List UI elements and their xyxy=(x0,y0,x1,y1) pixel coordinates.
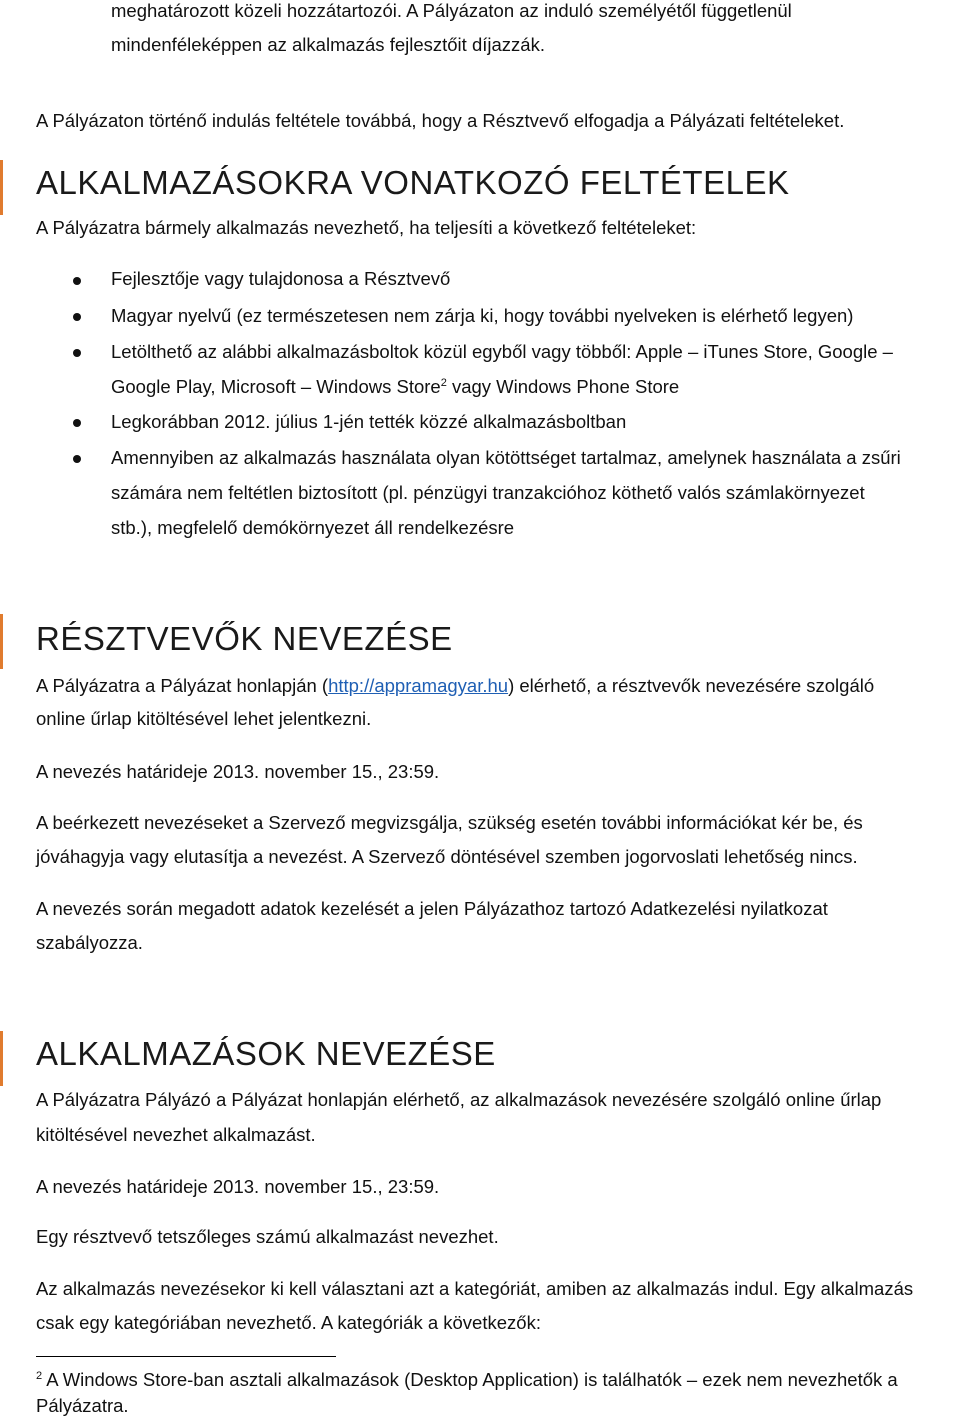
list-item-continuation: számára nem feltétlen biztosított (pl. pénzügyi tranzakcióhoz köthető valós számlakörnyezet xyxy=(111,482,865,503)
section2-paragraph-3: A beérkezett nevezéseket a Szervező megvizsgálja, szükség esetén további információkat kér be, és xyxy=(36,812,863,833)
bullet-icon xyxy=(73,277,81,285)
footnote-line2: Pályázatra. xyxy=(36,1395,129,1416)
list-item: Magyar nyelvű (ez természetesen nem zárja ki, hogy további nyelveken is elérhető legyen) xyxy=(111,305,854,326)
section3-paragraph-4: Az alkalmazás nevezésekor ki kell választani azt a kategóriát, amiben az alkalmazás indul. Egy alkalmazás xyxy=(36,1278,914,1299)
section2-paragraph-4-line2: szabályozza. xyxy=(36,932,143,953)
list-item-text: Google Play, Microsoft – Windows Store xyxy=(111,376,441,397)
list-item: Fejlesztője vagy tulajdonosa a Résztvevő xyxy=(111,268,451,289)
list-item: Legkorábban 2012. július 1-jén tették közzé alkalmazásboltban xyxy=(111,411,627,432)
section2-deadline: A nevezés határideje 2013. november 15., 23:59. xyxy=(36,761,440,782)
section-accent-bar xyxy=(0,614,3,669)
section1-lead: A Pályázatra bármely alkalmazás nevezhető, ha teljesíti a következő feltételeket: xyxy=(36,217,697,238)
section2-paragraph-4: A nevezés során megadott adatok kezelését a jelen Pályázathoz tartozó Adatkezelési nyilatkozat xyxy=(36,898,828,919)
website-link[interactable]: http://appramagyar.hu xyxy=(328,675,509,696)
bullet-icon xyxy=(73,455,81,463)
footnote-mark: 2 xyxy=(36,1369,43,1382)
intro-line-3: A Pályázaton történő indulás feltétele továbbá, hogy a Résztvevő elfogadja a Pályázati feltételeket. xyxy=(36,110,845,131)
list-item: Letölthető az alábbi alkalmazásboltok közül egyből vagy többől: Apple – iTunes Store, Google – xyxy=(111,341,893,362)
section-heading-resztvevok: RÉSZTVEVŐK NEVEZÉSE xyxy=(36,620,453,657)
section3-paragraph-1: A Pályázatra Pályázó a Pályázat honlapján elérhető, az alkalmazások nevezésére szolgáló online űrlap xyxy=(36,1089,882,1110)
section-accent-bar xyxy=(0,160,3,215)
bullet-icon xyxy=(73,313,81,321)
footnote-separator xyxy=(36,1356,336,1357)
list-item: Amennyiben az alkalmazás használata olyan kötöttséget tartalmaz, amelynek használata a zsűri xyxy=(111,447,901,468)
section3-paragraph-1-line2: kitöltésével nevezhet alkalmazást. xyxy=(36,1124,316,1145)
footnote-text: A Windows Store-ban asztali alkalmazások (Desktop Application) is találhatók – ezek nem nevezhetők a xyxy=(42,1369,898,1390)
intro-line-1: meghatározott közeli hozzátartozói. A Pályázaton az induló személyétől függetlenül xyxy=(111,0,792,21)
intro-line-2: mindenféleképpen az alkalmazás fejlesztőit díjazzák. xyxy=(111,34,545,55)
section-heading-alkalmazasokra: ALKALMAZÁSOKRA VONATKOZÓ FELTÉTELEK xyxy=(36,164,790,201)
bullet-icon xyxy=(73,349,81,357)
section2-paragraph-1 xyxy=(36,675,874,697)
footnote xyxy=(36,1369,898,1391)
list-item-text: vagy Windows Phone Store xyxy=(446,376,680,397)
list-item-continuation: stb.), megfelelő demókörnyezet áll rendelkezésre xyxy=(111,517,515,538)
list-item-continuation xyxy=(111,376,679,398)
section-heading-alkalmazasok: ALKALMAZÁSOK NEVEZÉSE xyxy=(36,1035,496,1072)
section2-paragraph-1-line2: online űrlap kitöltésével lehet jelentkezni. xyxy=(36,708,372,729)
section3-paragraph-3: Egy résztvevő tetszőleges számú alkalmazást nevezhet. xyxy=(36,1226,499,1247)
bullet-icon xyxy=(73,419,81,427)
section3-deadline: A nevezés határideje 2013. november 15., 23:59. xyxy=(36,1176,440,1197)
paragraph-text: ) elérhető, a résztvevők nevezésére szolgáló xyxy=(508,675,875,696)
section-accent-bar xyxy=(0,1031,3,1086)
paragraph-text: A Pályázatra a Pályázat honlapján ( xyxy=(36,675,329,696)
section3-paragraph-4-line2: csak egy kategóriában nevezhető. A kategóriák a következők: xyxy=(36,1312,541,1333)
footnote-reference[interactable]: 2 xyxy=(440,376,447,389)
section2-paragraph-3-line2: jóváhagyja vagy elutasítja a nevezést. A Szervező döntésével szemben jogorvoslati lehetőség nincs. xyxy=(36,846,858,867)
